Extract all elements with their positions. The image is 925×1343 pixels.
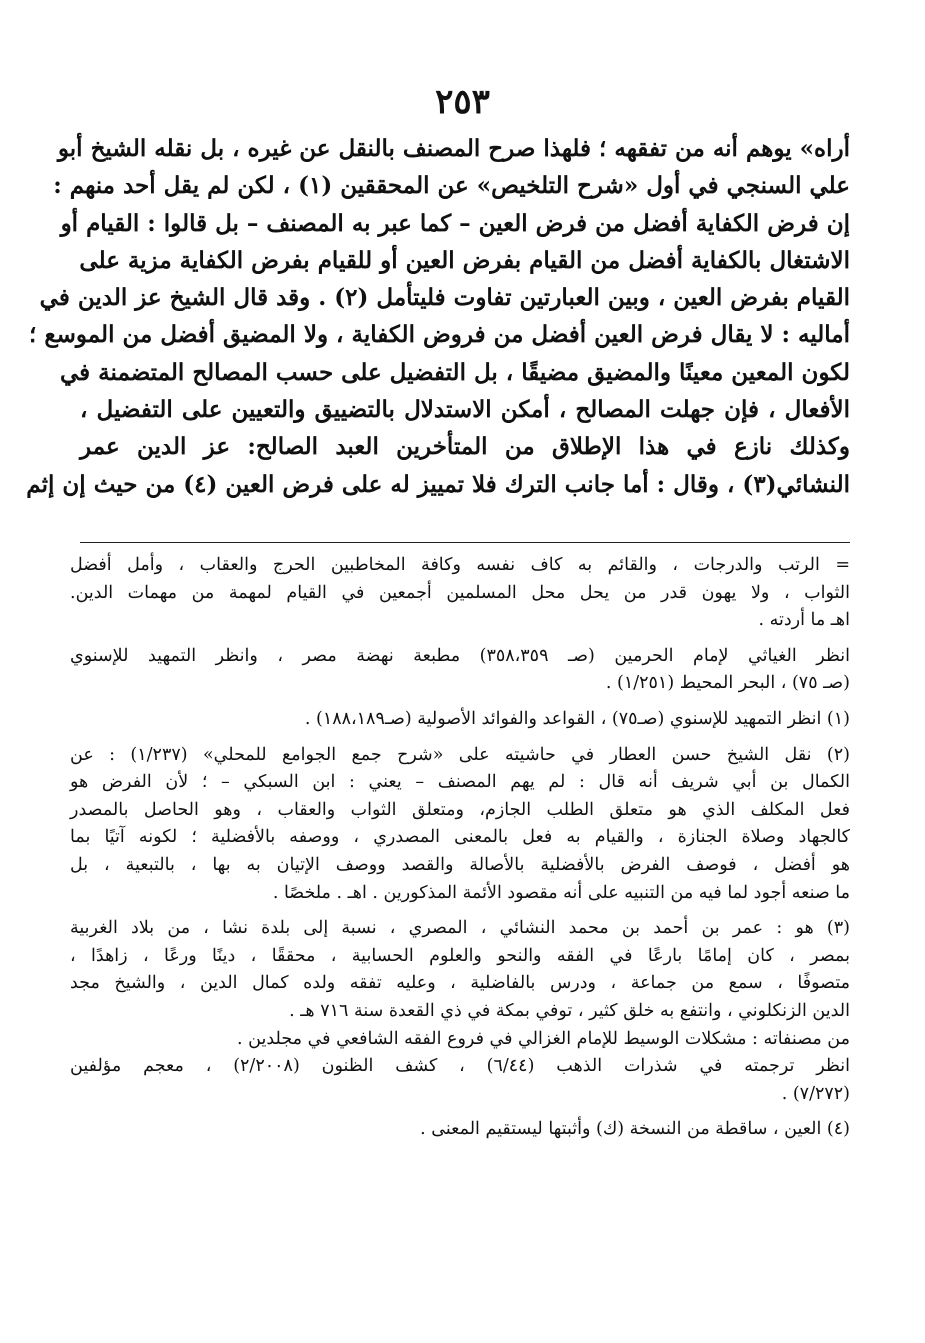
footnote-2 [70, 742, 850, 908]
footnote-line: ما صنعه أجود لما فيه من التنبيه على أنه مقصود الأئمة المذكورين . اهـ . ملخصًا . [272, 882, 850, 903]
main-line: إن فرض الكفاية أفضل من فرض العين – كما عبر به المصنف – بل قالوا : القيام أو [60, 209, 850, 237]
footnote-line: انظر الغياثي لإمام الحرمين (صـ ٣٥٨،٣٥٩) مطبعة نهضة مصر ، وانظر التمهيد للإسنوي [70, 645, 850, 666]
footnote-line: (٣) هو : عمر بن أحمد بن محمد النشائي ، المصري ، نسبة إلى بلدة نشا ، من بلاد الغربية [70, 918, 850, 939]
footnote-1 [70, 706, 850, 734]
main-line: أماليه : لا يقال فرض العين أفضل من فروض الكفاية ، ولا المضيق أفضل من الموسع ؛ [29, 321, 850, 349]
main-line: الاشتغال بالكفاية أفضل من القيام بفرض العين أو للقيام بفرض الكفاية مزية على [79, 246, 850, 274]
footnote-3 [70, 915, 850, 1108]
footnotes [70, 552, 850, 1144]
footnote-line: (٤) العين ، ساقطة من النسخة (ك) وأثبتها ليستقيم المعنى . [420, 1119, 850, 1140]
footnote-line: (١) انظر التمهيد للإسنوي (صـ٧٥) ، القواعد والفوائد الأصولية (صـ١٨٨،١٨٩) . [304, 708, 850, 729]
footnote-line: اهـ ما أردته . [758, 610, 850, 631]
footnote-line: الثواب ، ولا يهون قدر من يحل محل المسلمين أجمعين في القيام لمهمة من مهمات الدين. [70, 582, 850, 603]
footnote-continuation-ref [70, 643, 850, 698]
footnote-4 [70, 1116, 850, 1144]
footnote-line: (٧/٢٧٢) . [781, 1083, 850, 1104]
main-line: القيام بفرض العين ، وبين العبارتين تفاوت فليتأمل (٢) . وقد قال الشيخ عز الدين في [39, 284, 850, 312]
main-line: الأفعال ، فإن جهلت المصالح ، أمكن الاستدلال بالتضييق والتعيين على التفضيل ، [80, 396, 850, 424]
main-text [26, 130, 850, 503]
footnote-line: هو أفضل ، فوصف الفرض بالأفضلية بالأصالة والقصد ووصف الإتيان به بها ، بالتبعية ، بل [70, 854, 850, 875]
footnote-continuation [70, 552, 850, 635]
footnote-line: (صـ ٧٥) ، البحر المحيط (١/٢٥١) . [605, 673, 850, 694]
footnote-line: كالجهاد وصلاة الجنازة ، والقيام به فعل بالمعنى المصدري ، ووصفه بالأفضلية ؛ لكونه آتيًا بما [70, 827, 850, 848]
page-number: ٢٥٣ [435, 82, 490, 122]
main-line: وكذلك نازع في هذا الإطلاق من المتأخرين العبد الصالح: عز الدين عمر [80, 433, 850, 461]
footnote-line: فعل المكلف الذي هو متعلق الطلب الجازم، ومتعلق الثواب والعقاب ، وهو الحاصل بالمصدر [70, 799, 850, 820]
main-line: أراه» يوهم أنه من تفقهه ؛ فلهذا صرح المصنف بالنقل عن غيره ، بل نقله الشيخ أبو [57, 135, 850, 162]
footnote-line: (٢) نقل الشيخ حسن العطار في حاشيته على «شرح جمع الجوامع للمحلي» (١/٢٣٧) : عن [70, 744, 850, 765]
main-line: علي السنجي في أول «شرح التلخيص» عن المحققين (١) ، لكن لم يقل أحد منهم : [53, 172, 850, 200]
footnote-line: انظر ترجمته في شذرات الذهب (٦/٤٤) ، كشف الظنون (٢/٢٠٠٨) ، معجم مؤلفين [70, 1056, 850, 1077]
main-line: النشائي(٣) ، وقال : أما جانب الترك فلا تمييز له على فرض العين (٤) من حيث إن إثم [26, 470, 850, 498]
footnote-line: بمصر ، كان إمامًا بارعًا في الفقه والنحو والعلوم الحسابية ، محققًا ، دينًا ورعًا ، زاهدًا ، [70, 945, 850, 966]
footnote-divider [80, 542, 850, 543]
footnote-line: متصوفًا ، سمع من جماعة ، ودرس بالفاضلية ، وعليه تفقه ولده كمال الدين ، والشيخ مجد [70, 973, 850, 994]
footnote-line: الكمال بن أبي شريف أنه قال : لم يهم المصنف – يعني : ابن السبكي – ؛ لأن الفرض هو [70, 772, 850, 793]
footnote-line: الدين الزنكلوني ، وانتفع به خلق كثير ، توفي بمكة في ذي القعدة سنة ٧١٦ هـ . [289, 1000, 850, 1021]
footnote-line: = الرتب والدرجات ، والقائم به كاف نفسه وكافة المخاطبين الحرج والعقاب ، وأمل أفضل [70, 555, 850, 575]
main-line: لكون المعين معينًا والمضيق مضيقًا ، بل التفضيل على حسب المصالح المتضمنة في [60, 358, 850, 386]
footnote-line: من مصنفاته : مشكلات الوسيط للإمام الغزالي في فروع الفقه الشافعي في مجلدين . [237, 1028, 850, 1049]
